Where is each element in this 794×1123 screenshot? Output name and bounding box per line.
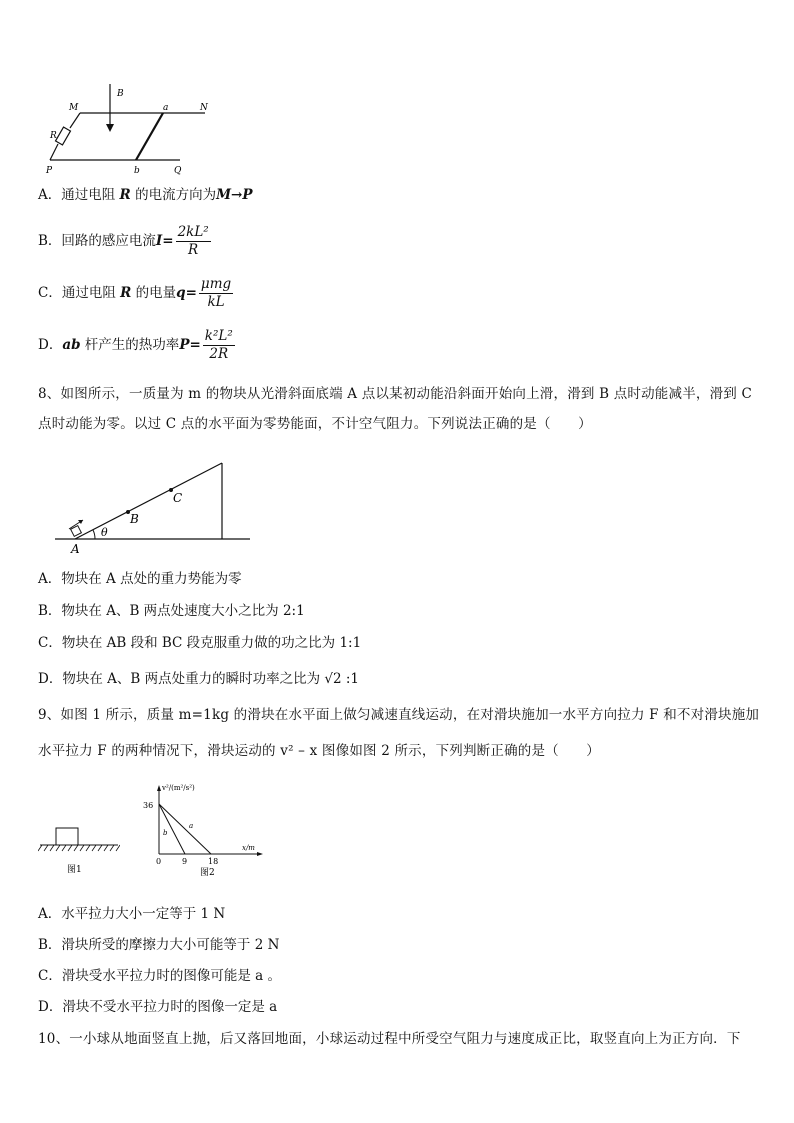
x-tick-9: 9 [182, 857, 188, 866]
incline-figure [55, 455, 255, 555]
fig1-caption: 图1 [67, 865, 82, 875]
y-tick-36: 36 [143, 801, 154, 810]
fig1-block-on-ground [38, 820, 120, 880]
label-B: B [130, 512, 139, 526]
q9-stem-line1: 9、如图 1 所示，质量 m=1kg 的滑块在水平面上做匀减速直线运动，在对滑块施加一水平方向拉力 F 和不对滑块施加 [38, 707, 760, 723]
q7-option-d: D．ab 杆产生的热功率P= $\frac{\text{k²L²}}{2R}$ [38, 328, 233, 362]
label-R: R [50, 131, 57, 141]
q8-stem-line1: 8、如图所示，一质量为 m 的物块从光滑斜面底端 A 点以某初动能沿斜面开始向上滑，滑到 B 点时动能减半，滑到 C [38, 386, 753, 402]
label-A: A [71, 542, 80, 555]
q8-stem-line2: 点时动能为零。以过 C 点的水平面为零势能面，不计空气阻力。下列说法正确的是（ ） [38, 416, 592, 432]
q7-option-b: B．回路的感应电流I= $\frac{\text{2kL²}}{R}$ [38, 224, 209, 258]
q8-option-b: B．物块在 A、B 两点处速度大小之比为 2:1 [38, 603, 305, 619]
label-Q: Q [174, 166, 182, 176]
label-B: B [117, 89, 124, 99]
fig2-caption: 图2 [200, 868, 215, 878]
series-label-b: b [163, 829, 168, 837]
q9-option-c: C．滑块受水平拉力时的图像可能是 a 。 [38, 968, 281, 984]
series-label-a: a [189, 822, 194, 830]
y-axis-label: v²/(m²/s²) [162, 784, 195, 792]
label-M: M [69, 103, 79, 113]
q8-option-d: D．物块在 A、B 两点处重力的瞬时功率之比为 √2 :1 [38, 671, 359, 687]
label-theta: θ [101, 526, 108, 539]
q7-option-a: A．通过电阻 R 的电流方向为M→P [38, 187, 253, 203]
q8-option-a: A．物块在 A 点处的重力势能为零 [38, 571, 242, 587]
x-tick-18: 18 [208, 857, 219, 866]
label-a: a [163, 103, 169, 113]
q10-stem-line1: 10、一小球从地面竖直上抛，后又落回地面，小球运动过程中所受空气阻力与速度成正比，取竖直向上为正方向．下 [38, 1031, 741, 1047]
x-axis-label: x/m [242, 844, 255, 852]
q9-option-a: A．水平拉力大小一定等于 1 N [38, 906, 226, 922]
label-N: N [200, 103, 208, 113]
q9-option-d: D．滑块不受水平拉力时的图像一定是 a [38, 999, 278, 1015]
q9-stem-line2: 水平拉力 F 的两种情况下，滑块运动的 v² – x 图像如图 2 所示，下列判断正确的是（ ） [38, 743, 600, 759]
label-P: P [46, 166, 53, 176]
fraction: $\frac{\text{μmg}}{kL}$ [200, 276, 232, 310]
q7-option-c: C．通过电阻 R 的电量q= $\frac{\text{μmg}}{kL}$ [38, 276, 232, 310]
fraction: $\frac{\text{k²L²}}{2R}$ [204, 328, 233, 362]
x-tick-0: 0 [156, 857, 162, 866]
q9-option-b: B．滑块所受的摩擦力大小可能等于 2 N [38, 937, 280, 953]
q8-option-c: C．物块在 AB 段和 BC 段克服重力做的功之比为 1:1 [38, 635, 362, 651]
fig2-v2-x-chart [140, 780, 270, 880]
label-C: C [173, 491, 183, 505]
label-b: b [134, 166, 140, 176]
fraction: $\frac{\text{2kL²}}{R}$ [177, 224, 209, 258]
rails-figure [40, 80, 230, 180]
